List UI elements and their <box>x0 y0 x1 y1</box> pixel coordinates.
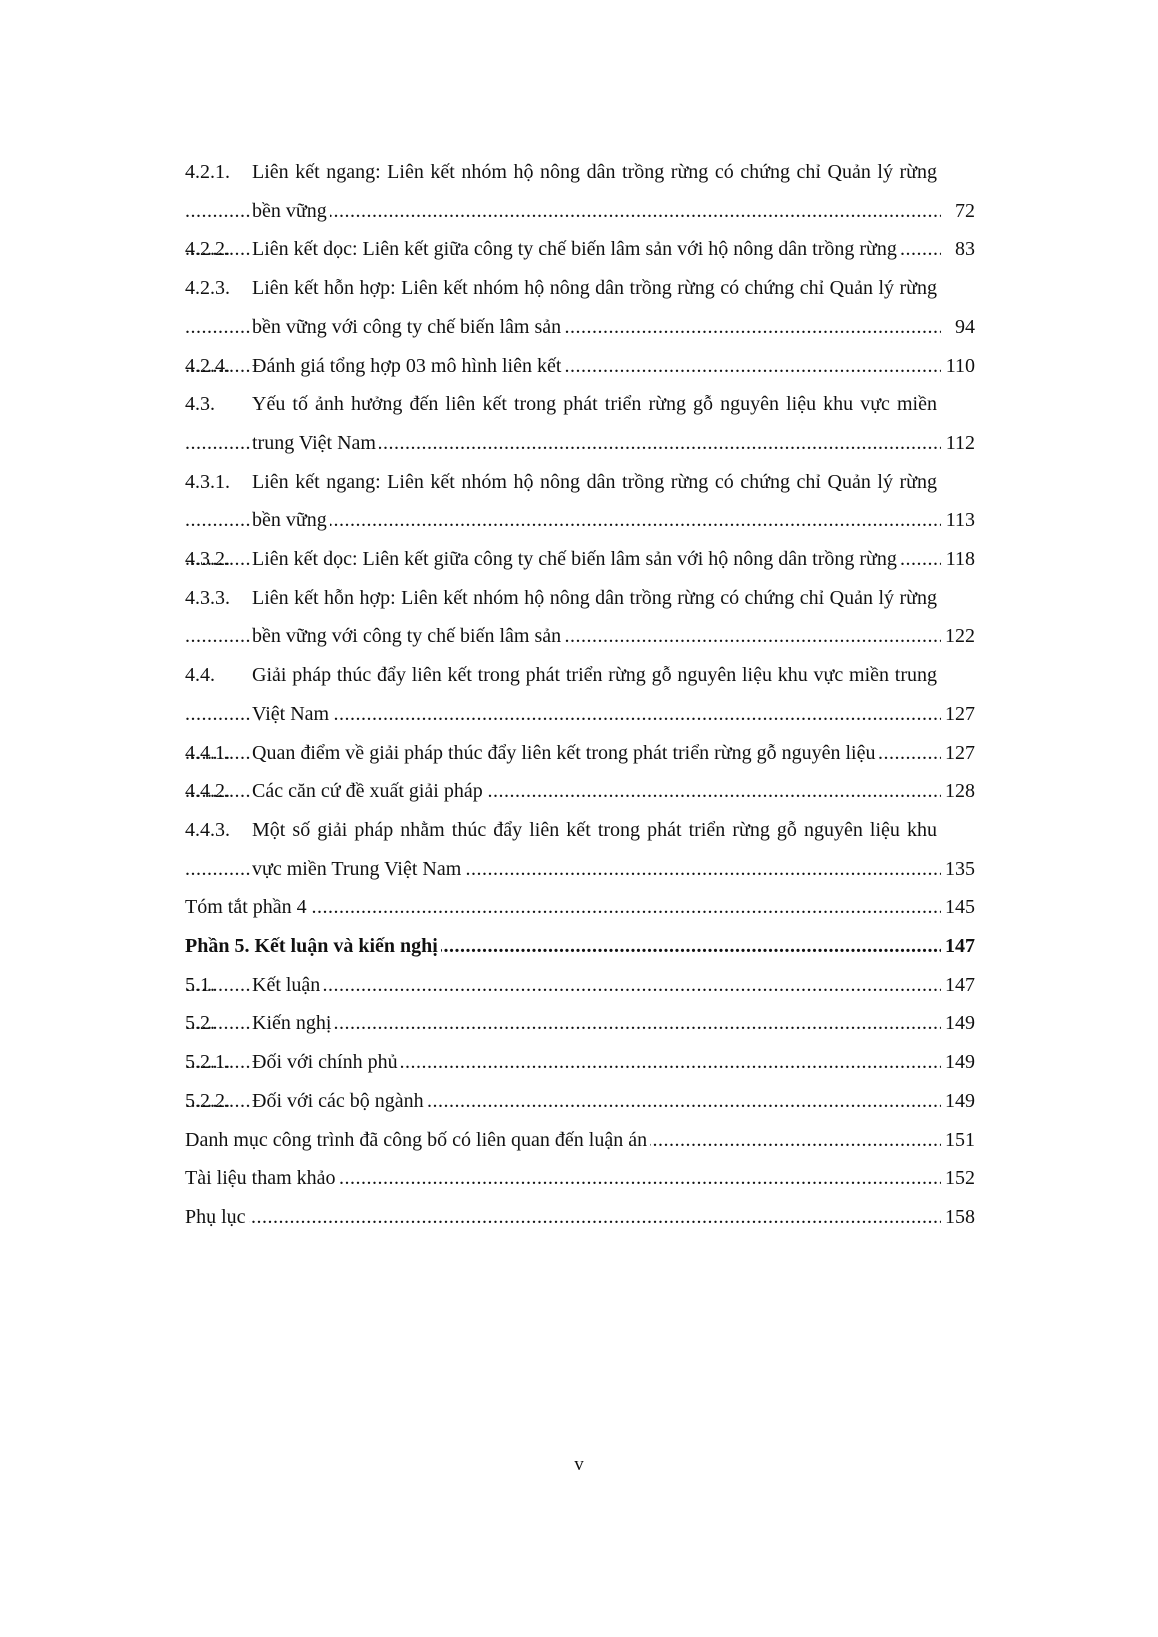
toc-entry-page: 158 <box>945 1198 975 1237</box>
toc-entry-number: 4.2.2. <box>185 238 230 261</box>
toc-entry[interactable] <box>185 269 975 346</box>
toc-entry-page: 110 <box>946 347 975 386</box>
toc-entry-number: 5.2. <box>185 1012 215 1035</box>
toc-entry[interactable] <box>185 385 975 462</box>
toc-entry-page: 149 <box>945 1043 975 1082</box>
toc-entry[interactable] <box>185 888 975 927</box>
toc-entry-title: Liên kết dọc: Liên kết giữa công ty chế biến lâm sản với hộ nông dân trồng rừng <box>252 548 900 570</box>
toc-entry-title: Kiến nghị <box>252 1012 334 1034</box>
toc-entry-title: Đối với các bộ ngành <box>252 1090 427 1112</box>
toc-entry[interactable] <box>185 1082 975 1121</box>
toc-entry-title: Danh mục công trình đã công bố có liên quan đến luận án <box>185 1129 650 1151</box>
toc-entry-number: 4.3.3. <box>185 586 230 609</box>
toc-entry-title: Kết luận <box>252 974 323 996</box>
toc-entry-title: Giải pháp thúc đẩy liên kết trong phát triển rừng gỗ nguyên liệu khu vực miền trung Việt Nam <box>252 664 937 725</box>
table-of-contents <box>185 153 975 1237</box>
toc-entry-title: Liên kết hỗn hợp: Liên kết nhóm hộ nông dân trồng rừng có chứng chỉ Quản lý rừng bền vững với công ty chế biến lâm sản <box>252 586 937 648</box>
toc-entry[interactable] <box>185 540 975 579</box>
toc-entry-number: 4.4. <box>185 664 215 687</box>
toc-entry-title: Tài liệu tham khảo <box>185 1167 339 1189</box>
toc-entry-number: 5.2.1. <box>185 1051 230 1074</box>
toc-entry-title: Liên kết hỗn hợp: Liên kết nhóm hộ nông dân trồng rừng có chứng chỉ Quản lý rừng bền vững với công ty chế biến lâm sản <box>252 277 937 338</box>
toc-entry-page: 147 <box>945 966 975 1005</box>
toc-entry-page: 152 <box>945 1159 975 1198</box>
toc-entry-title: Phần 5. Kết luận và kiến nghị <box>185 935 441 957</box>
toc-entry-page: 72 <box>955 192 975 231</box>
toc-entry-title: Tóm tắt phần 4 <box>185 896 310 918</box>
toc-entry-number: 4.4.3. <box>185 818 230 841</box>
toc-entry-number: 4.2.4. <box>185 354 230 377</box>
toc-entry-number: 4.2.3. <box>185 277 230 300</box>
toc-entry-page: 149 <box>945 1082 975 1121</box>
toc-entry-number: 4.3. <box>185 393 215 416</box>
toc-entry-title: Phụ lục <box>185 1206 249 1228</box>
toc-entry-title: Đối với chính phủ <box>252 1051 401 1073</box>
toc-entry-title: Liên kết ngang: Liên kết nhóm hộ nông dân trồng rừng có chứng chỉ Quản lý rừng bền vững <box>252 161 937 222</box>
toc-entry-page: 112 <box>946 424 975 463</box>
page-number: v <box>574 1454 584 1475</box>
toc-entry-number: 4.4.1. <box>185 741 230 764</box>
toc-entry-page: 94 <box>955 308 975 347</box>
toc-entry-page: 83 <box>955 230 975 269</box>
toc-entry-number: 4.2.1. <box>185 161 230 183</box>
toc-entry[interactable] <box>185 734 975 773</box>
toc-entry[interactable] <box>185 579 975 656</box>
toc-entry[interactable] <box>185 1043 975 1082</box>
toc-entry[interactable] <box>185 230 975 269</box>
toc-entry[interactable] <box>185 463 975 540</box>
toc-entry-title: Các căn cứ đề xuất giải pháp <box>252 780 486 802</box>
toc-entry-title: Yếu tố ảnh hưởng đến liên kết trong phát triển rừng gỗ nguyên liệu khu vực miền trung Việt Nam <box>252 393 937 454</box>
toc-entry[interactable] <box>185 811 975 888</box>
toc-entry-page: 118 <box>946 540 975 579</box>
toc-entry-page: 145 <box>945 888 975 927</box>
toc-entry-page: 149 <box>945 1004 975 1043</box>
toc-entry-page: 122 <box>945 617 975 656</box>
toc-entry-title: Liên kết dọc: Liên kết giữa công ty chế biến lâm sản với hộ nông dân trồng rừng <box>252 238 900 260</box>
toc-entry[interactable] <box>185 1121 975 1160</box>
toc-entry-number: 4.4.2. <box>185 780 230 803</box>
toc-entry[interactable] <box>185 1004 975 1043</box>
toc-entry-title: Một số giải pháp nhằm thúc đẩy liên kết trong phát triển rừng gỗ nguyên liệu khu vực miền Trung Việt Nam <box>252 818 937 880</box>
toc-entry-page: 113 <box>946 501 975 540</box>
toc-entry-number: 4.3.1. <box>185 470 230 493</box>
toc-entry-page: 128 <box>945 772 975 811</box>
toc-entry-page: 127 <box>945 695 975 734</box>
toc-entry[interactable] <box>185 347 975 386</box>
toc-entry[interactable] <box>185 153 975 230</box>
toc-entry[interactable] <box>185 927 975 966</box>
toc-entry[interactable] <box>185 1159 975 1198</box>
toc-entry[interactable] <box>185 1198 975 1237</box>
dot-leader <box>185 1198 941 1237</box>
toc-entry-title: Liên kết ngang: Liên kết nhóm hộ nông dân trồng rừng có chứng chỉ Quản lý rừng bền vững <box>252 470 937 532</box>
toc-entry-title: Đánh giá tổng hợp 03 mô hình liên kết <box>252 355 564 377</box>
toc-entry-number: 4.3.2. <box>185 548 230 571</box>
toc-entry-page: 151 <box>945 1121 975 1160</box>
toc-entry-number: 5.1. <box>185 973 215 996</box>
toc-entry-title: Quan điểm về giải pháp thúc đẩy liên kết trong phát triển rừng gỗ nguyên liệu <box>252 742 878 764</box>
toc-entry[interactable] <box>185 966 975 1005</box>
toc-entry-page: 127 <box>945 734 975 773</box>
toc-entry[interactable] <box>185 772 975 811</box>
toc-entry[interactable] <box>185 656 975 733</box>
toc-entry-page: 147 <box>945 927 975 966</box>
toc-entry-number: 5.2.2. <box>185 1089 230 1112</box>
toc-entry-page: 135 <box>945 850 975 889</box>
